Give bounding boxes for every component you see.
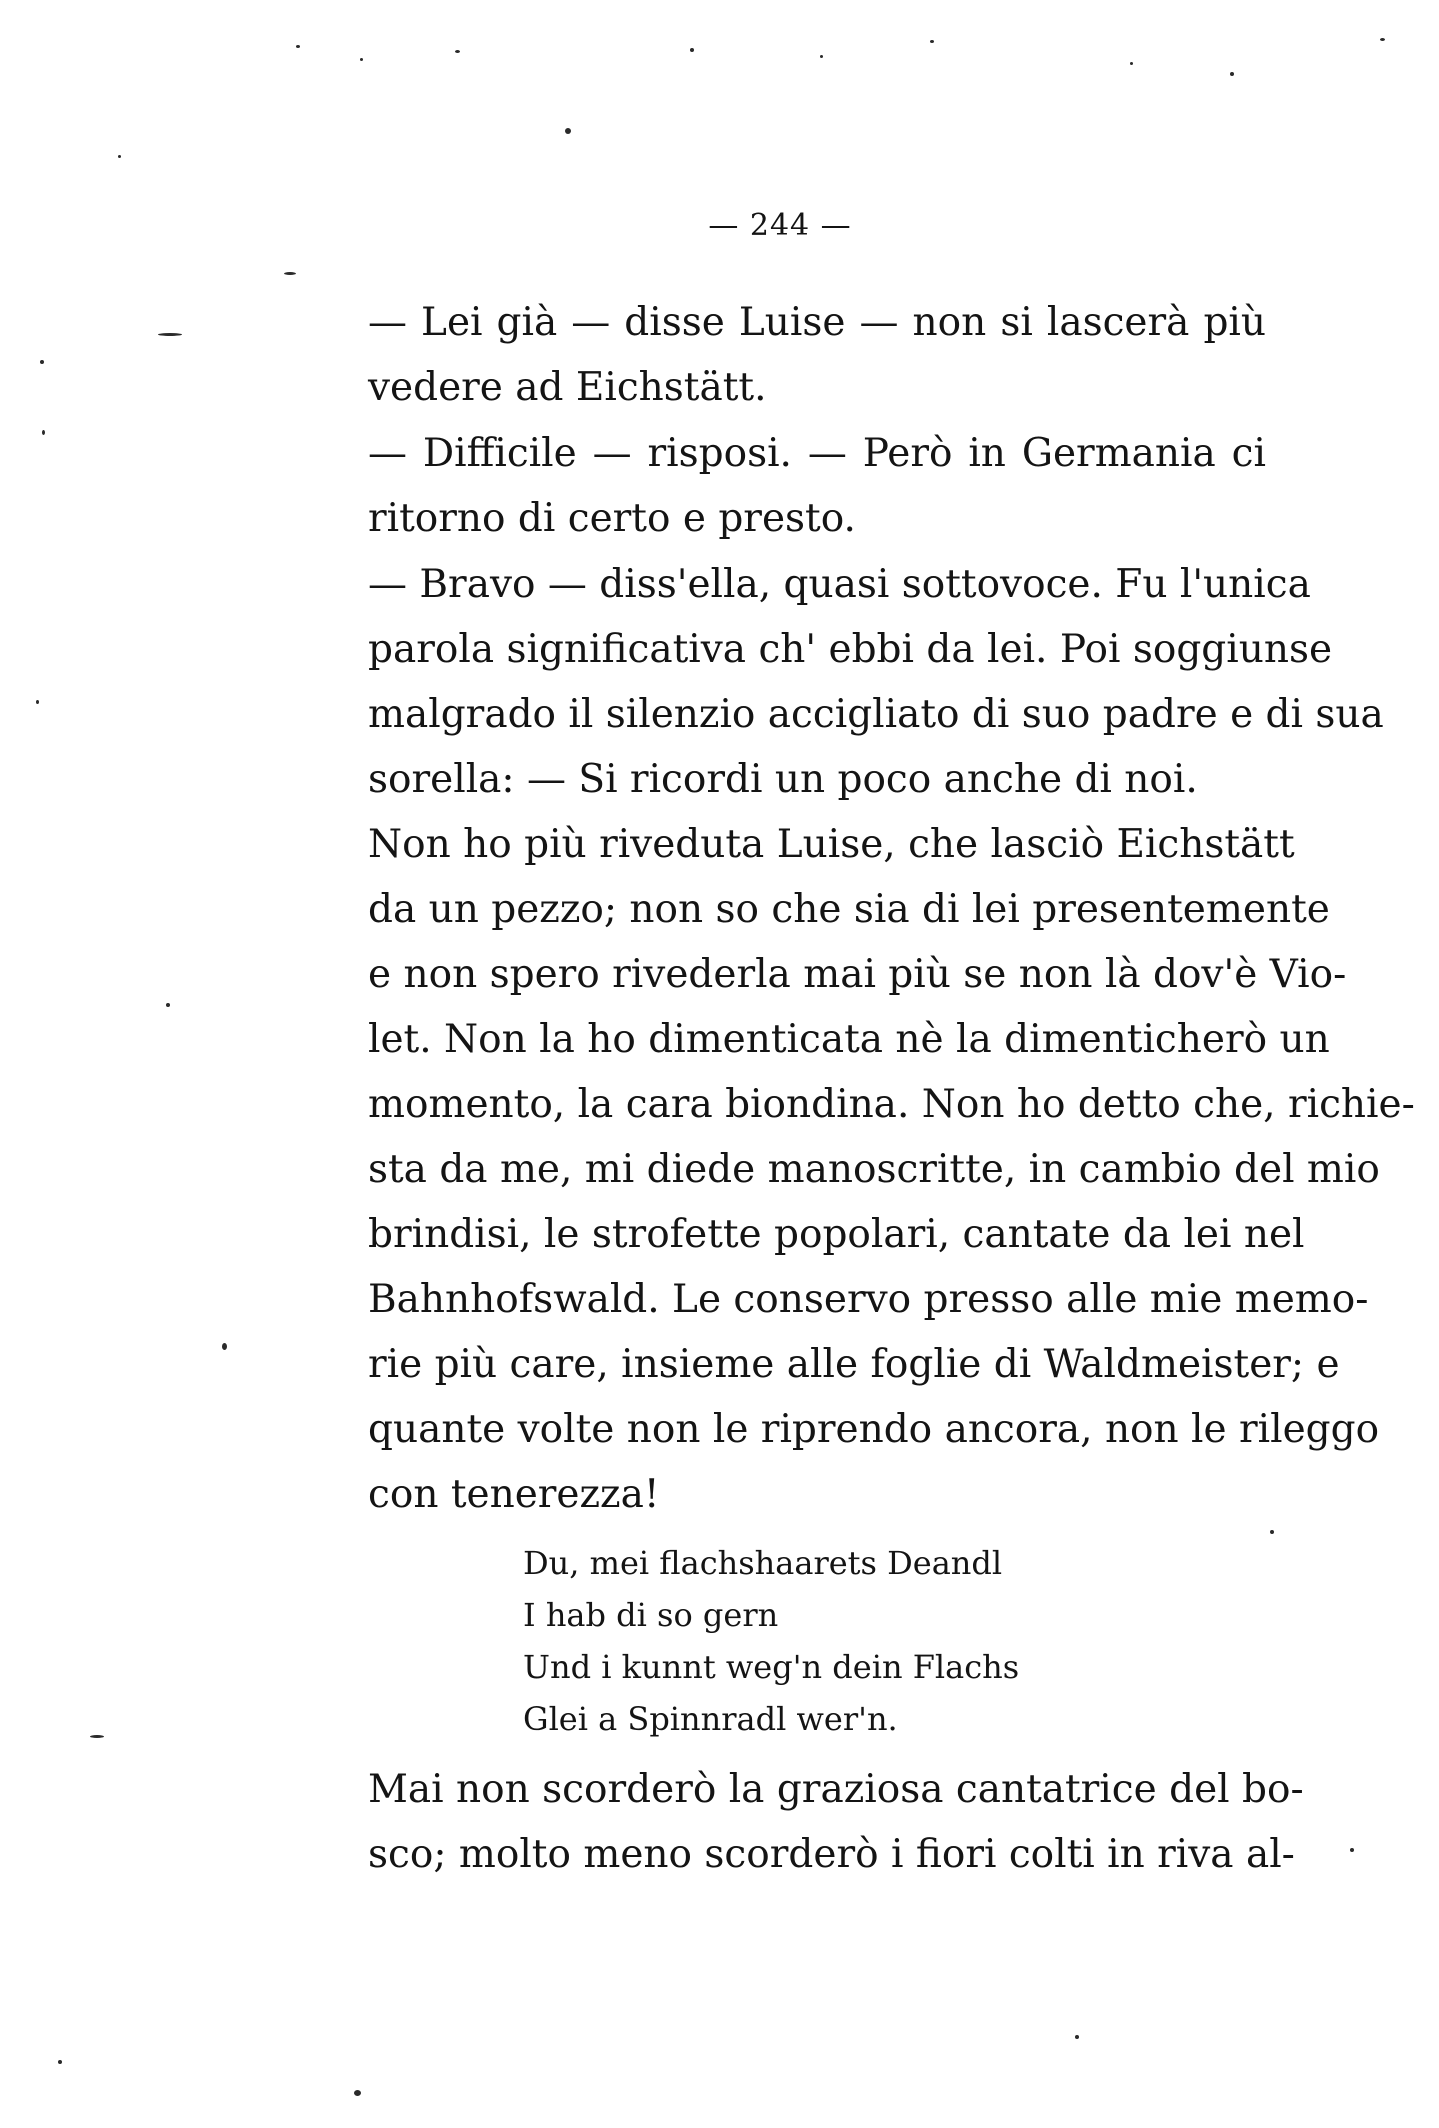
text-line: con tenerezza! [368, 1472, 660, 1517]
text-line: parola significativa ch' ebbi da lei. Poi soggiunse [368, 627, 1333, 672]
verse-line: Glei a Spinnradl wer'n. [523, 1700, 898, 1738]
verse-line: Du, mei flachshaarets Deandl [523, 1544, 1003, 1582]
text-line: malgrado il silenzio accigliato di suo padre e di sua [368, 692, 1384, 737]
folk-verse [523, 1537, 1019, 1745]
scan-speck [1230, 72, 1234, 76]
scan-speck [930, 40, 934, 43]
text-line: da un pezzo; non so che sia di lei presentemente [368, 887, 1330, 932]
text-line: Mai non scorderò la graziosa cantatrice del bo- [368, 1767, 1304, 1812]
scan-speck [42, 430, 45, 435]
paragraph-3 [296, 552, 1384, 812]
text-line: sco; molto meno scorderò i fiori colti in riva al- [368, 1832, 1295, 1877]
text-line: quante volte non le riprendo ancora, non le rileggo [368, 1407, 1380, 1452]
scan-speck [222, 1343, 227, 1350]
text-line: let. Non la ho dimenticata nè la dimenticherò un [368, 1017, 1330, 1062]
text-line: — Bravo — diss'ella, quasi sottovoce. Fu l'unica [368, 562, 1311, 607]
text-line: momento, la cara biondina. Non ho detto che, richie- [368, 1082, 1415, 1127]
text-line: rie più care, insieme alle foglie di Waldmeister; e [368, 1342, 1340, 1387]
text-line: Bahnhofswald. Le conservo presso alle mie memo- [368, 1277, 1369, 1322]
scan-speck [1270, 1530, 1274, 1534]
scan-speck [284, 272, 296, 275]
text-line: e non spero rivederla mai più se non là dov'è Vio- [368, 952, 1347, 997]
scan-speck [455, 50, 460, 53]
text-line: sorella: — Si ricordi un poco anche di noi. [368, 757, 1198, 802]
scan-speck [1075, 2035, 1079, 2039]
text-line: vedere ad Eichstätt. [368, 365, 767, 410]
scan-speck [354, 2090, 361, 2096]
scan-speck [40, 360, 44, 364]
text-line: sta da me, mi diede manoscritte, in cambio del mio [368, 1147, 1380, 1192]
scan-speck [158, 333, 182, 336]
scan-speck [820, 55, 823, 58]
scan-speck [565, 128, 571, 134]
text-line: Non ho più riveduta Luise, che lasciò Eichstätt [368, 822, 1295, 867]
closing-paragraph [296, 1757, 1304, 1887]
scan-speck [58, 2060, 62, 2064]
scan-speck [690, 48, 694, 52]
scan-speck [118, 155, 121, 158]
text-line: brindisi, le strofette popolari, cantate da lei nel [368, 1212, 1305, 1257]
scan-speck [90, 1735, 104, 1738]
scan-speck [1380, 38, 1385, 41]
scan-speck [1350, 1848, 1354, 1852]
verse-line: Und i kunnt weg'n dein Flachs [523, 1648, 1020, 1686]
scan-speck [1130, 62, 1133, 65]
text-line: — Lei già — disse Luise — non si lascerà più [368, 300, 1266, 345]
verse-line: I hab di so gern [523, 1596, 779, 1634]
page-number: — 244 — [708, 208, 852, 243]
scan-speck [360, 58, 363, 61]
paragraph-2 [296, 421, 1266, 551]
scan-speck [36, 700, 39, 704]
scan-speck [166, 1003, 170, 1007]
paragraph-1 [296, 290, 1266, 420]
paragraph-4 [296, 812, 1415, 1527]
text-line: — Difficile — risposi. — Però in Germania ci [368, 431, 1266, 476]
scan-speck [296, 45, 300, 48]
text-line: ritorno di certo e presto. [368, 496, 856, 541]
